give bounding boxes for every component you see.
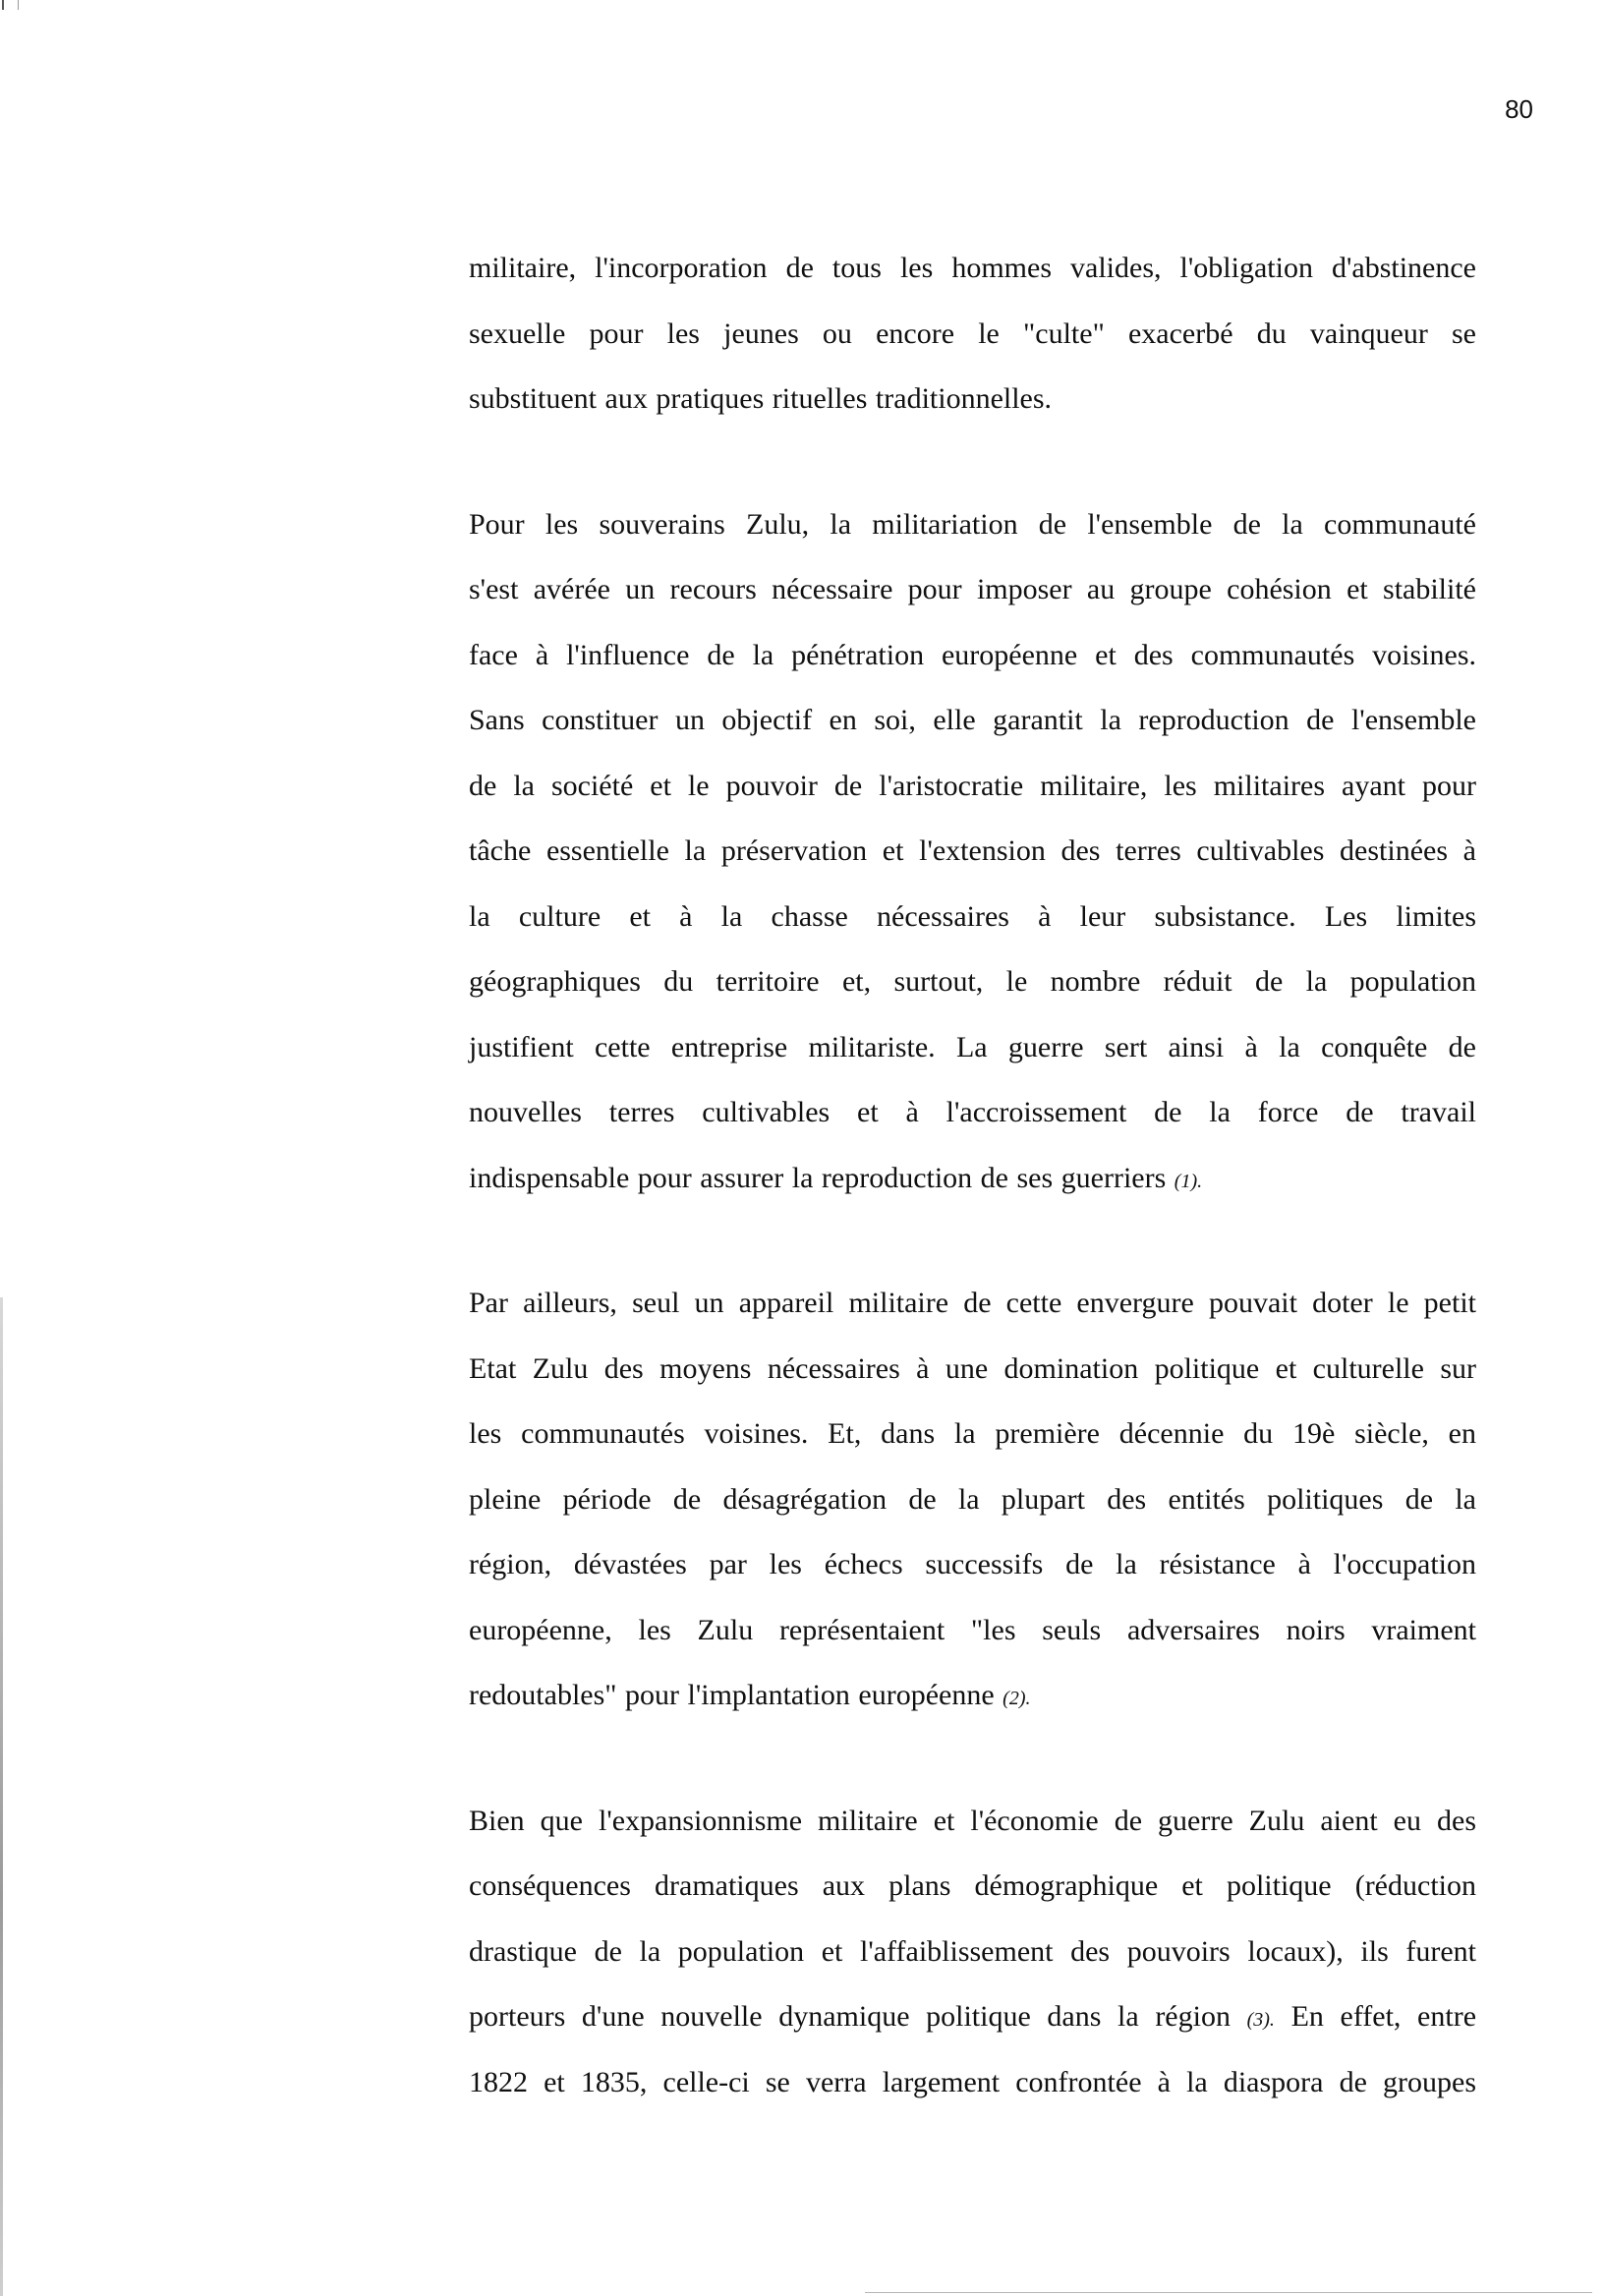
- paragraph-3: [469, 1271, 1476, 1729]
- text-line: substituent aux pratiques rituelles traditionnelles.: [469, 382, 1053, 415]
- footnote-reference: (2).: [1002, 1688, 1031, 1709]
- text-line: de la société et le pouvoir de l'aristocratie militaire, les militaires ayant pour: [469, 769, 1476, 802]
- text-line: Pour les souverains Zulu, la militariation de l'ensemble de la communauté: [469, 507, 1476, 541]
- footnote-reference: (1).: [1174, 1170, 1203, 1192]
- text-line: [469, 1663, 1476, 1729]
- scan-artifact-left-edge: [0, 1297, 3, 2296]
- text-line: région, dévastées par les échecs successifs de la résistance à l'occupation: [469, 1548, 1476, 1580]
- text-line: 1822 et 1835, celle-ci se verra largement confrontée à la diaspora de groupes: [469, 2065, 1476, 2098]
- text-line: [469, 1146, 1476, 1212]
- text-line: drastique de la population et l'affaiblissement des pouvoirs locaux), ils furent: [469, 1934, 1476, 1968]
- text-line: la culture et à la chasse nécessaires à leur subsistance. Les limites: [469, 899, 1476, 933]
- text-line-content: redoutables" pour l'implantation européenne: [469, 1679, 995, 1711]
- text-line-content: indispensable pour assurer la reproduction de ses guerriers: [469, 1161, 1167, 1194]
- text-line: justifient cette entreprise militariste. La guerre sert ainsi à la conquête de: [469, 1030, 1476, 1063]
- text-line: face à l'influence de la pénétration européenne et des communautés voisines.: [469, 638, 1476, 671]
- text-line: sexuelle pour les jeunes ou encore le "culte" exacerbé du vainqueur se: [469, 316, 1476, 350]
- text-line: Bien que l'expansionnisme militaire et l'économie de guerre Zulu aient eu des: [469, 1804, 1476, 1837]
- footnote-reference: (3).: [1246, 2009, 1275, 2031]
- text-line-content: porteurs d'une nouvelle dynamique politique dans la région: [469, 2000, 1231, 2033]
- text-line: tâche essentielle la préservation et l'extension des terres cultivables destinées à: [469, 834, 1476, 867]
- text-line: nouvelles terres cultivables et à l'accroissement de la force de travail: [469, 1096, 1476, 1128]
- paragraph-2: [469, 492, 1476, 1212]
- text-line: [469, 1984, 1476, 2050]
- scan-artifact-bottom: [865, 2292, 1592, 2293]
- text-line: Etat Zulu des moyens nécessaires à une domination politique et culturelle sur: [469, 1351, 1476, 1385]
- text-line: pleine période de désagrégation de la plupart des entités politiques de la: [469, 1482, 1476, 1516]
- text-line: les communautés voisines. Et, dans la première décennie du 19è siècle, en: [469, 1417, 1476, 1450]
- text-line: géographiques du territoire et, surtout, le nombre réduit de la population: [469, 965, 1476, 998]
- page-number: 80: [1505, 94, 1533, 124]
- text-line: conséquences dramatiques aux plans démographique et politique (réduction: [469, 1869, 1476, 1902]
- text-line: militaire, l'incorporation de tous les hommes valides, l'obligation d'abstinence: [469, 252, 1476, 284]
- text-line: Par ailleurs, seul un appareil militaire de cette envergure pouvait doter le petit: [469, 1287, 1476, 1319]
- text-line-tail: En effet, entre: [1274, 2000, 1477, 2033]
- body-text: [469, 236, 1476, 2175]
- text-line: s'est avérée un recours nécessaire pour imposer au groupe cohésion et stabilité: [469, 573, 1476, 605]
- text-line: Sans constituer un objectif en soi, elle garantit la reproduction de l'ensemble: [469, 704, 1476, 736]
- text-line: européenne, les Zulu représentaient "les seuls adversaires noirs vraiment: [469, 1613, 1476, 1646]
- scan-artifact-top: [2, 0, 19, 10]
- paragraph-1: [469, 236, 1476, 432]
- paragraph-4: [469, 1789, 1476, 2116]
